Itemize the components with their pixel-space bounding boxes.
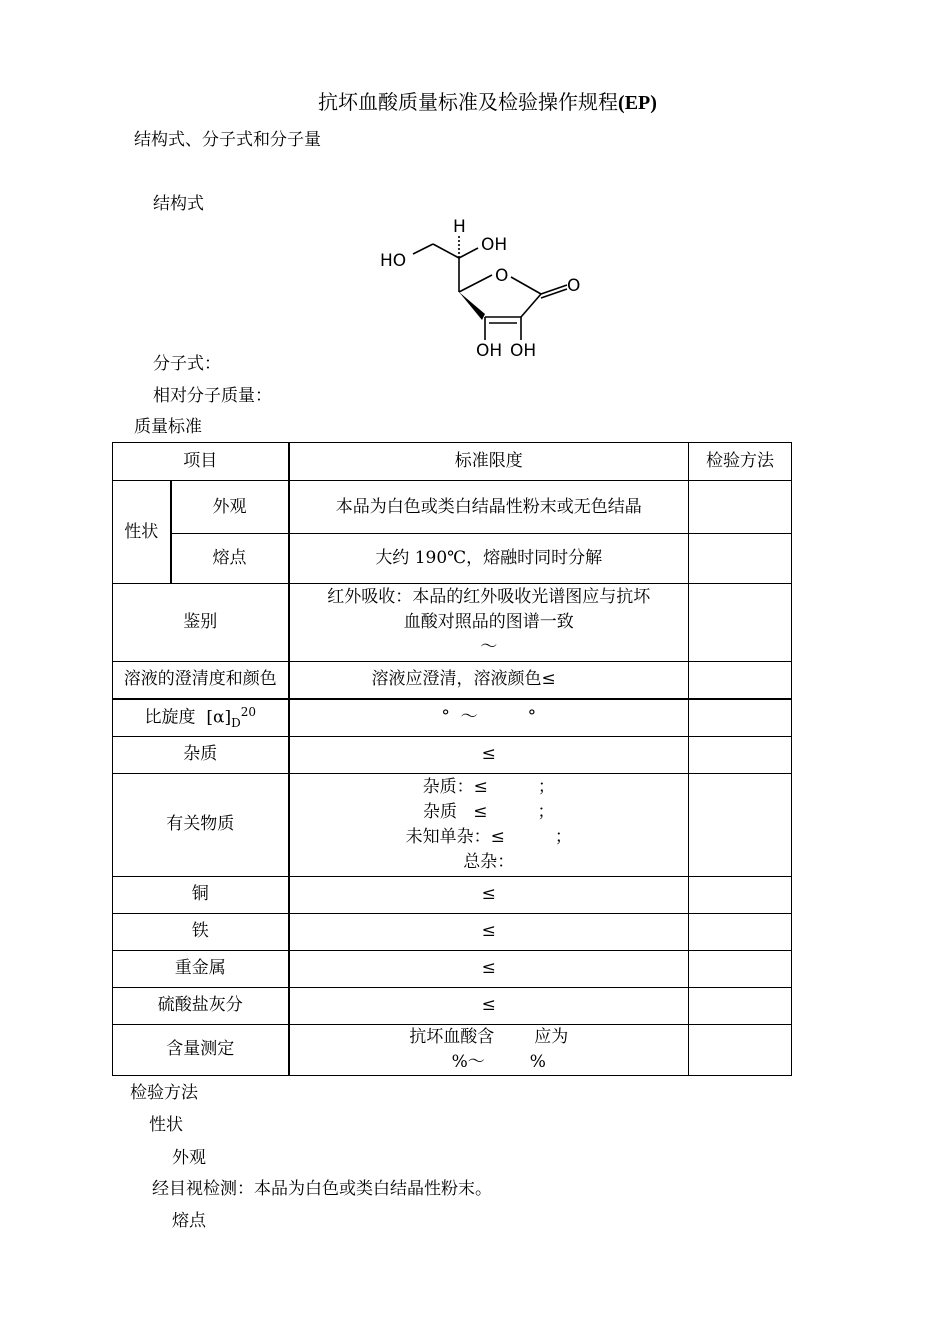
heavy-metals-limit: ≤ <box>289 950 689 987</box>
appearance-text: 经目视检测：本品为白色或类白结晶性粉末。 <box>152 1179 492 1199</box>
method-cell <box>689 699 792 737</box>
method-cell <box>689 773 792 876</box>
identification-line-3: ～ <box>480 637 498 657</box>
carbonyl-oxygen-label: O <box>567 276 581 296</box>
title-suffix: (EP) <box>618 92 657 114</box>
copper-limit: ≤ <box>289 876 689 913</box>
table-header-row <box>113 443 792 481</box>
table-row <box>113 662 792 699</box>
impurity-limit: ≤ <box>289 736 689 773</box>
table-row <box>113 773 792 876</box>
assay-item: 含量测定 <box>113 1024 289 1075</box>
quality-standard-table <box>112 442 792 1076</box>
identification-line-2: 血酸对照品的图谱一致 <box>403 612 574 632</box>
title-main: 抗坏血酸质量标准及检验操作规程 <box>318 90 619 114</box>
sulfated-ash-item: 硫酸盐灰分 <box>113 987 289 1024</box>
table-row <box>113 1024 792 1075</box>
method-cell <box>689 913 792 950</box>
rotation-limit: ° ～ ° <box>289 699 689 737</box>
clarity-limit: 溶液应澄清，溶液颜色≤ <box>289 662 689 699</box>
h-atom-label: H <box>453 217 466 237</box>
identification-limit <box>289 584 689 662</box>
header-item: 项目 <box>113 443 289 481</box>
clarity-item: 溶液的澄清度和颜色 <box>113 662 289 699</box>
header-limit: 标准限度 <box>289 443 689 481</box>
oh-label-bottom-left: OH <box>476 341 503 361</box>
appearance-subheading: 外观 <box>172 1148 206 1168</box>
method-cell <box>689 1024 792 1075</box>
table-row <box>113 950 792 987</box>
melting-limit: 大约 190℃，熔融时同时分解 <box>289 534 689 584</box>
heavy-metals-item: 重金属 <box>113 950 289 987</box>
related-substances-item: 有关物质 <box>113 773 289 876</box>
document-title <box>0 91 950 114</box>
melting-item: 熔点 <box>171 534 289 584</box>
impurity-item: 杂质 <box>113 736 289 773</box>
identification-line-1: 红外吸收：本品的红外吸收光谱图应与抗坏 <box>327 587 651 607</box>
iron-limit: ≤ <box>289 913 689 950</box>
test-methods-heading: 检验方法 <box>130 1083 198 1103</box>
method-cell <box>689 876 792 913</box>
header-method: 检验方法 <box>689 443 792 481</box>
table-row <box>113 534 792 584</box>
method-cell <box>689 736 792 773</box>
method-cell <box>689 584 792 662</box>
formula-label: 分子式： <box>153 354 221 374</box>
method-cell <box>689 950 792 987</box>
oh-label-top: OH <box>481 235 508 255</box>
table-row <box>113 736 792 773</box>
table-row <box>113 876 792 913</box>
table-row <box>113 584 792 662</box>
method-cell <box>689 534 792 584</box>
molecular-weight-label: 相对分子质量： <box>153 386 272 406</box>
quality-standard-heading: 质量标准 <box>134 417 202 437</box>
oh-label-bottom-right: OH <box>510 341 537 361</box>
characteristics-heading: 性状 <box>149 1115 183 1135</box>
method-cell <box>689 987 792 1024</box>
structure-heading: 结构式、分子式和分子量 <box>134 130 321 150</box>
identification-item: 鉴别 <box>113 584 289 662</box>
melting-point-subheading: 熔点 <box>172 1211 206 1231</box>
method-cell <box>689 481 792 534</box>
table-row <box>113 987 792 1024</box>
structure-label: 结构式 <box>153 194 204 214</box>
characteristics-group-cell: 性状 <box>113 481 171 584</box>
ring-oxygen-label: O <box>495 266 509 286</box>
related-substances-limit: 杂质：≤ ； 杂质 ≤ ； 未知单杂：≤ ； 总杂： <box>289 773 689 876</box>
table-row <box>113 699 792 737</box>
copper-item: 铜 <box>113 876 289 913</box>
sulfated-ash-limit: ≤ <box>289 987 689 1024</box>
ho-label-left: HO <box>380 251 407 271</box>
table-row <box>113 481 792 534</box>
iron-item: 铁 <box>113 913 289 950</box>
rotation-item: 比旋度 $[\alpha]_D^{20}$ <box>113 699 289 737</box>
table-row <box>113 913 792 950</box>
ascorbic-acid-structure <box>375 214 595 364</box>
appearance-item: 外观 <box>171 481 289 534</box>
method-cell <box>689 662 792 699</box>
appearance-limit: 本品为白色或类白结晶性粉末或无色结晶 <box>289 481 689 534</box>
assay-limit: 抗坏血酸含 应为 %～ % <box>289 1024 689 1075</box>
